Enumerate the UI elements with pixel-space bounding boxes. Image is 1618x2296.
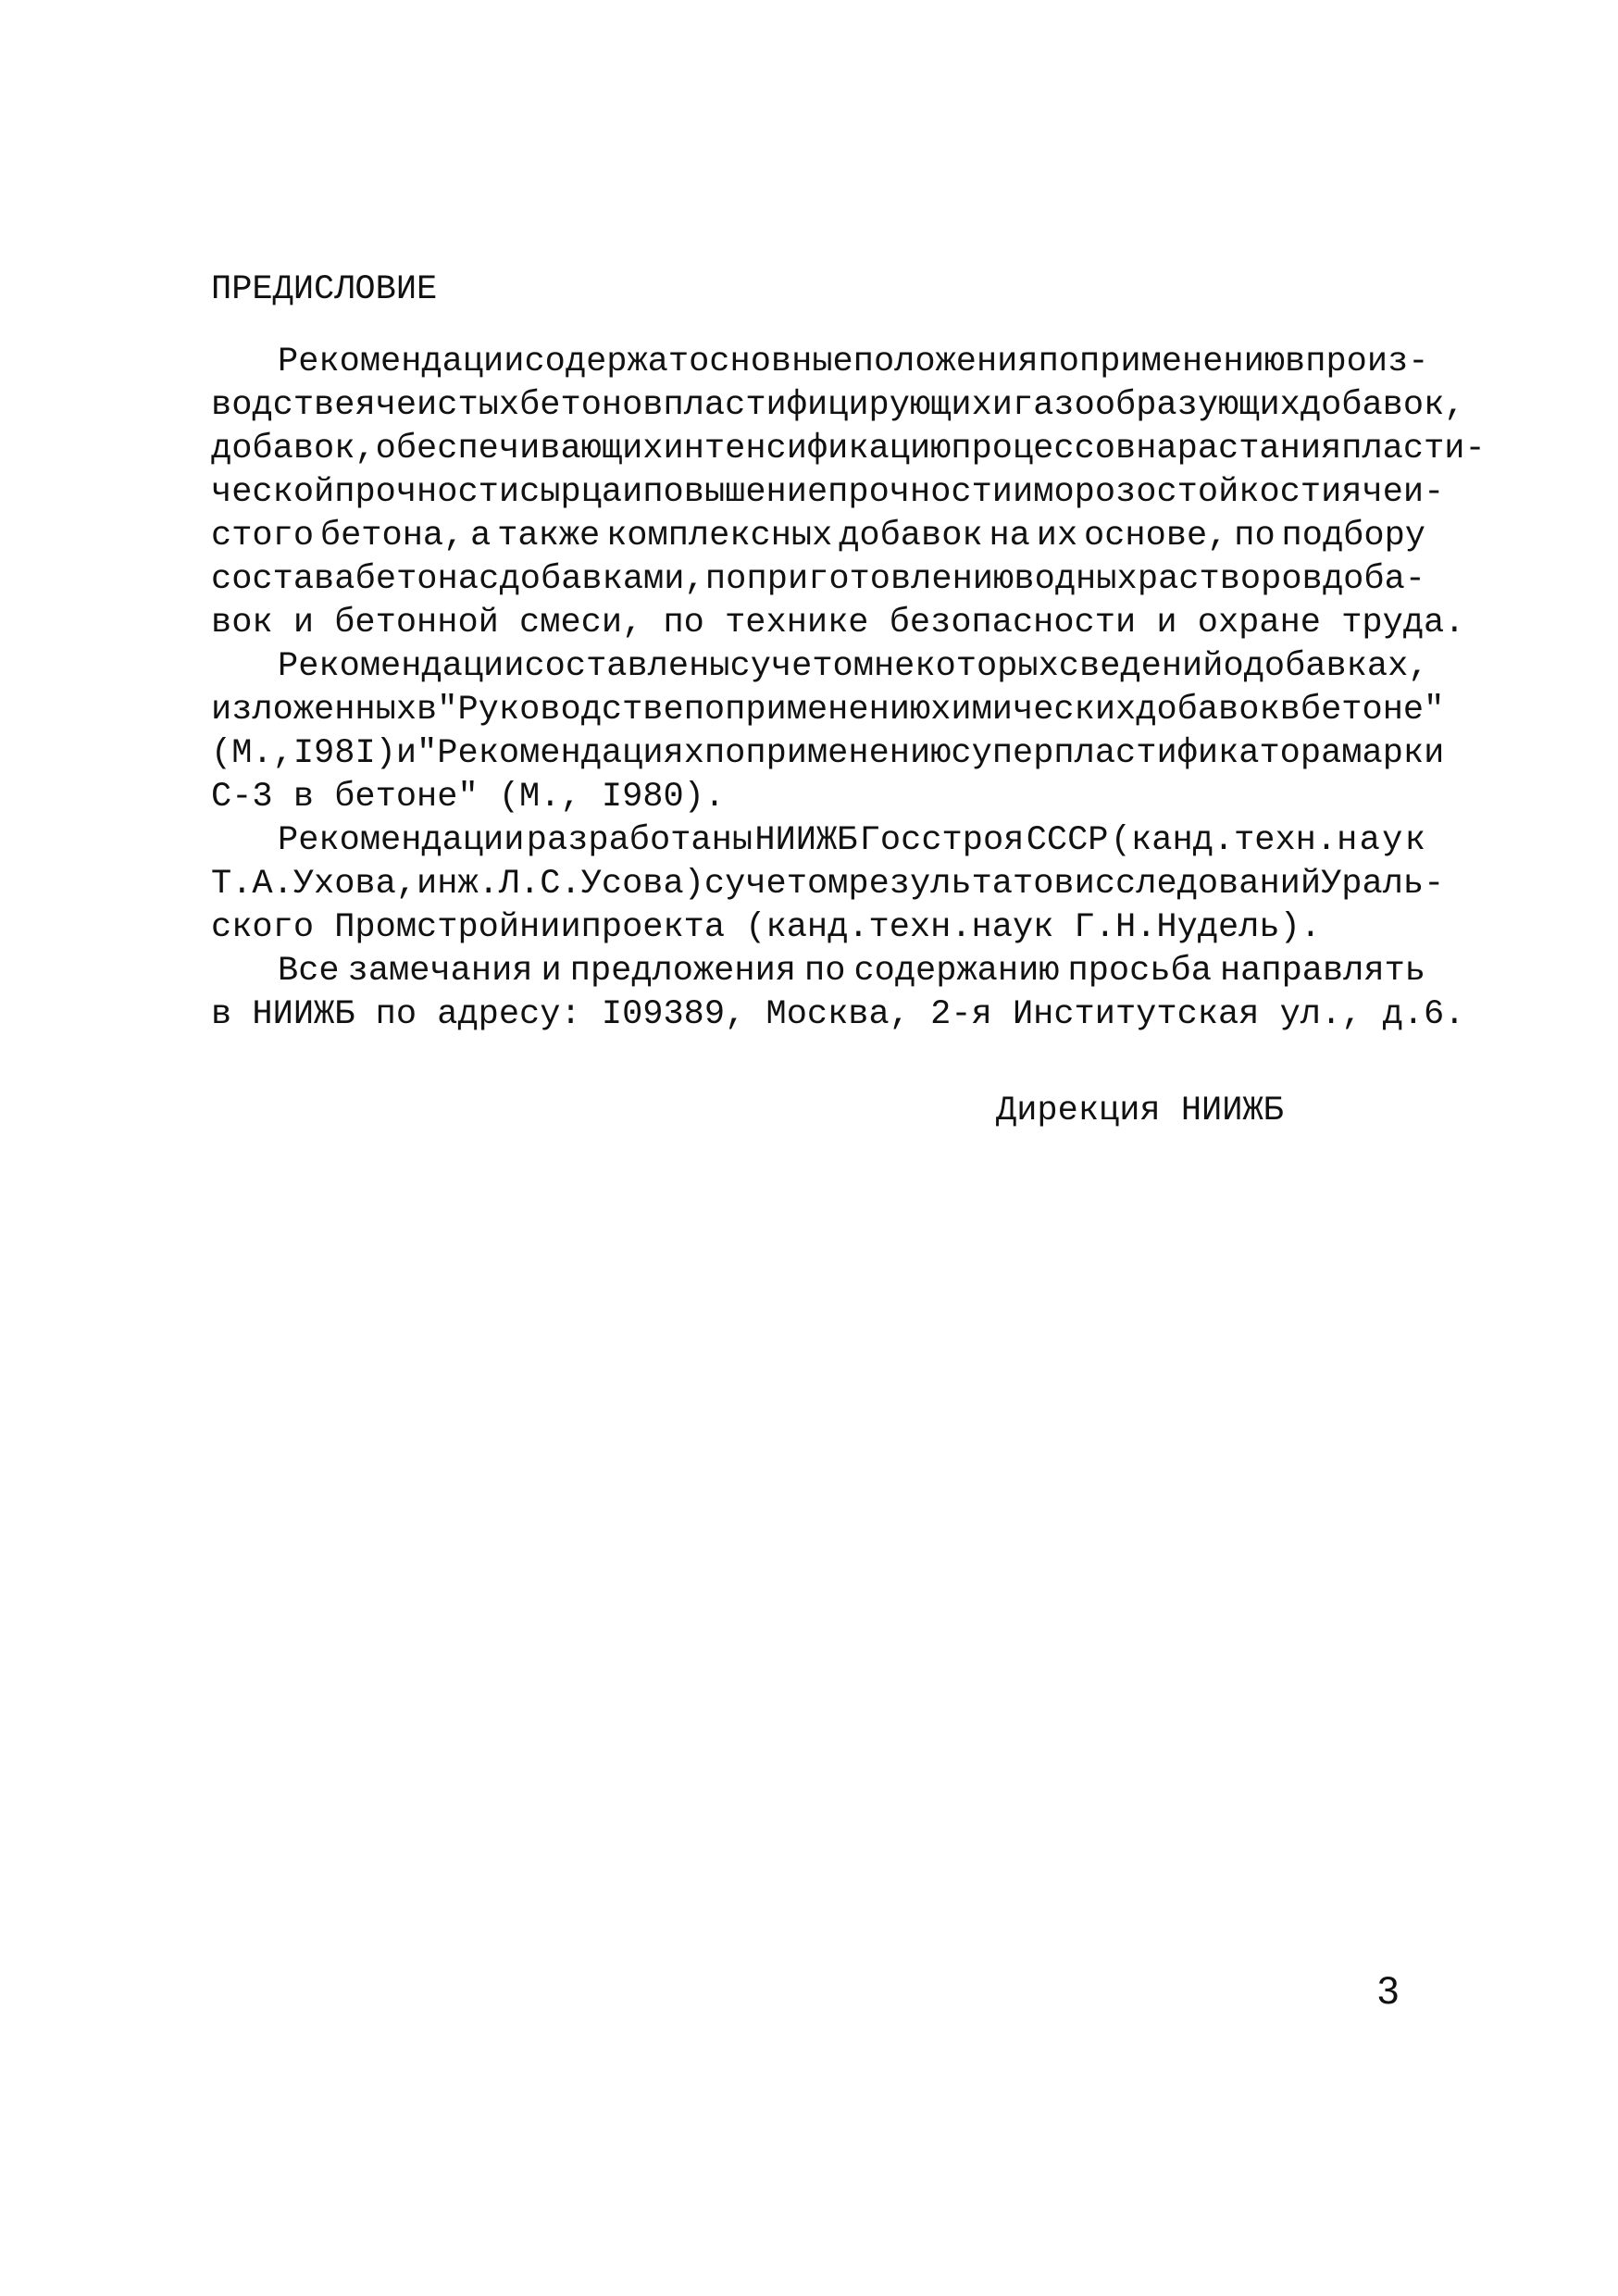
text-line: ческой прочности сырца и повышение прочности и морозостойкости ячеи-	[211, 473, 1445, 512]
text-line: состава бетона с добавками, по приготовлению водных растворов доба-	[211, 560, 1425, 599]
text-line: С-3 в бетоне" (М., I980).	[211, 778, 726, 817]
text-line: Рекомендации содержат основные положения по применению в произ-	[278, 343, 1429, 381]
paragraph	[211, 950, 1465, 1037]
paragraphs	[211, 341, 1486, 1037]
text-line: стого бетона, а также комплексных добавок на их основе, по подбору	[211, 517, 1425, 555]
text-line: Рекомендации составлены с учетом некоторых сведений о добавках,	[278, 647, 1429, 686]
text-line: добавок, обеспечивающих интенсификацию процессов нарастания пласти -	[211, 430, 1486, 468]
preface-text	[211, 341, 1486, 1037]
text-line: вок и бетонной смеси, по технике безопасности и охране труда.	[211, 604, 1465, 643]
text-line: в НИИЖБ по адресу: I09389, Москва, 2-я Институтская ул., д.6.	[211, 995, 1465, 1034]
text-line: (М., I98I) и "Рекомендациях по применению суперпластификатора марки	[211, 734, 1445, 773]
text-line: водстве ячеистых бетонов пластифицирующих и газообразующих добавок,	[211, 386, 1465, 425]
paragraph	[211, 819, 1445, 950]
paragraph	[211, 645, 1445, 819]
text-line: Т.А.Ухова, инж. Л.С.Усова) с учетом результатов исследований Ураль-	[211, 865, 1445, 904]
text-line: Рекомендации разработаны НИИЖБ Госстроя СССР (канд.техн.н а у к	[278, 821, 1425, 860]
signature: Дирекция НИИЖБ	[996, 1092, 1284, 1130]
preface-heading: ПРЕДИСЛОВИЕ	[211, 270, 438, 309]
paragraph	[211, 341, 1486, 645]
text-line: ского Промстройниипроекта (канд.техн.наук Г.Н.Нудель).	[211, 908, 1321, 947]
page-number: 3	[1377, 1968, 1400, 2012]
text-line: изложенных в "Руководстве по применению химических добавок в бетоне"	[211, 691, 1445, 730]
text-line: Все замечания и предложения по содержанию просьба направлять	[278, 952, 1425, 991]
